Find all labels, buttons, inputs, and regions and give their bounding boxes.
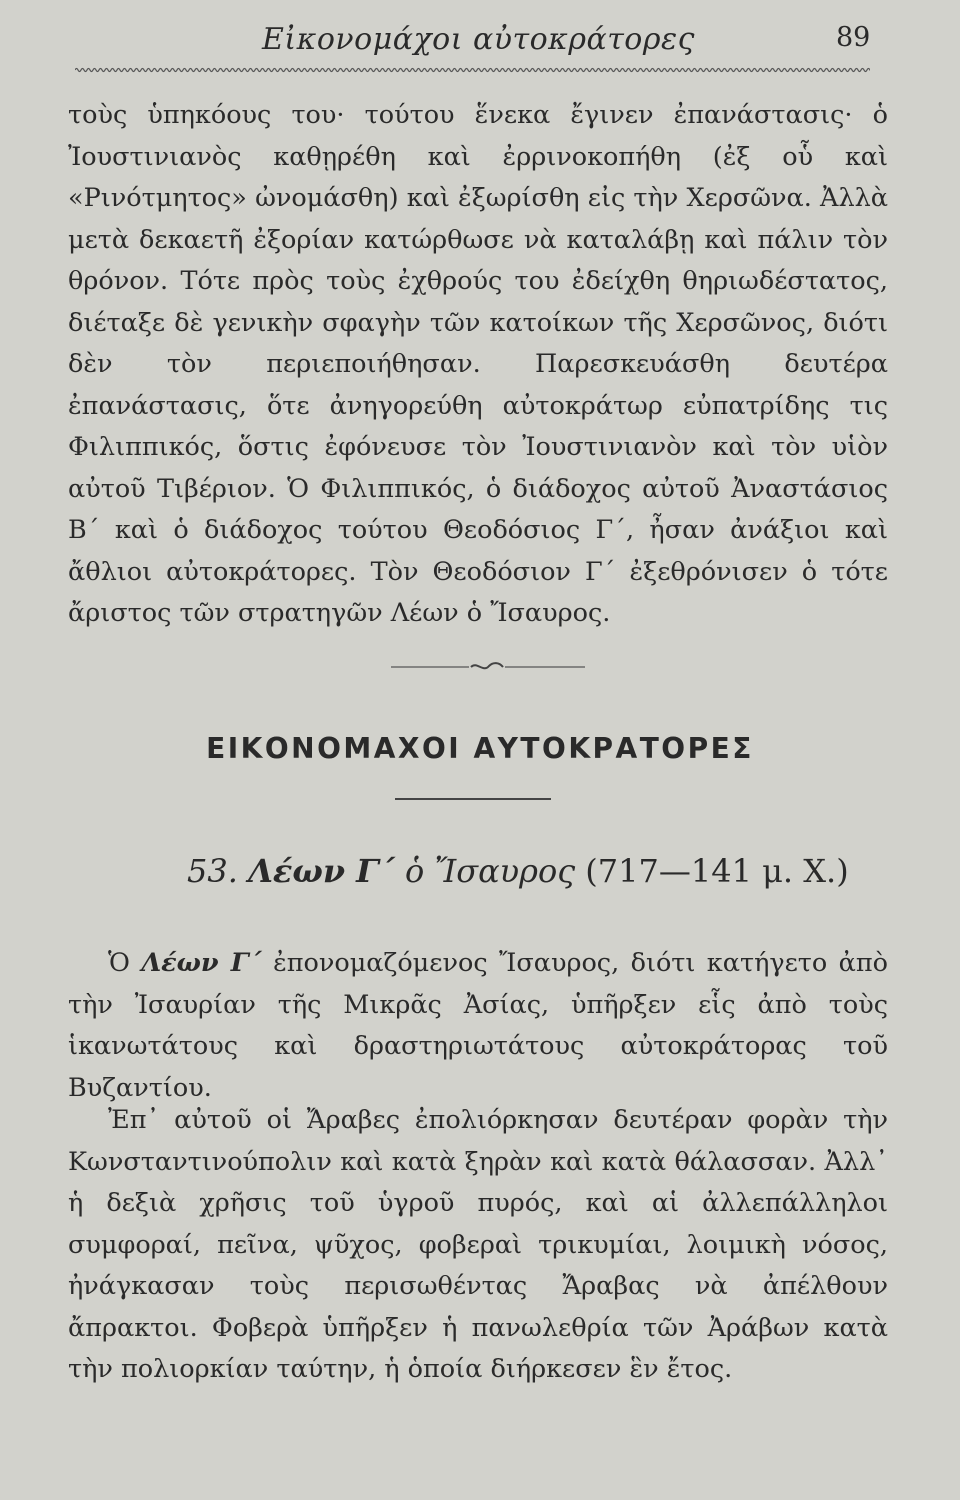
paragraph-lead-article: Ὁ (108, 948, 130, 978)
running-head (0, 22, 960, 62)
entry-dates: (717—141 μ. Χ.) (585, 852, 849, 890)
entry-heading (187, 852, 849, 890)
paragraph-introduction (68, 943, 888, 1109)
paragraph-siege (68, 1100, 888, 1391)
heading-underline (395, 798, 551, 800)
paragraph-continuation: τοὺς ὑπηκόους του· τούτου ἕνεκα ἔγινεν ἐπανάστασις· ὁ Ἰουστινιανὸς καθῃρέθη καὶ ἐρρινοκοπήθη (ἐξ οὗ καὶ «Ρινότμητος» ὠνομάσθη) καὶ ἐξωρίσθη εἰς τὴν Χερσῶνα. Ἀλλὰ μετὰ δεκαετῆ ἐξορίαν κατώρθωσε νὰ καταλάβῃ καὶ πάλιν τὸν θρόνον. Τότε πρὸς τοὺς ἐχθρούς του ἐδείχθη θηριωδέστατος, διέταξε δὲ γενικὴν σφαγὴν τῶν κατοίκων τῆς Χερσῶνος, διότι δὲν τὸν περιεποιήθησαν. Παρεσκευάσθη δευτέρα ἐπανάστασις, ὅτε ἀνηγορεύθη αὐτοκράτωρ εὐπατρίδης τις Φιλιππικός, ὅστις ἐφόνευσε τὸν Ἰουστινιανὸν καὶ τὸν υἱὸν αὐτοῦ Τιβέριον. Ὁ Φιλιππικός, ὁ διάδοχος αὐτοῦ Ἀναστάσιος Β΄ καὶ ὁ διάδοχος τούτου Θεοδόσιος Γ΄, ἦσαν ἀνάξιοι καὶ ἄθλιοι αὐτοκράτορες. Τὸν Θεοδόσιον Γ΄ ἐξεθρόνισεν ὁ τότε ἄριστος τῶν στρατηγῶν Λέων ὁ Ἴσαυρος. (68, 100, 888, 628)
paragraph-text: Ἐπ᾿ αὐτοῦ οἱ Ἄραβες ἐπολιόρκησαν δευτέραν φορὰν τὴν Κωνσταντινούπολιν καὶ κατὰ ξηρὰν καὶ κατὰ θάλασσαν. Ἀλλ᾿ ἡ δεξιὰ χρῆσις τοῦ ὑγροῦ πυρός, καὶ αἱ ἀλλεπάλληλοι συμφοραί, πεῖνα, ψῦχος, φοβεραὶ τρικυμίαι, λοιμικὴ νόσος, ἠνάγκασαν τοὺς περισωθέντας Ἄραβας νὰ ἀπέλθουν ἄπρακτοι. Φοβερὰ ὑπῆρξεν ἡ πανωλεθρία τῶν Ἀράβων κατὰ τὴν πολιορκίαν ταύτην, ἡ ὁποία διήρκεσεν ἓν ἔτος. (68, 1105, 888, 1384)
section-ornament (391, 659, 585, 673)
page-number: 89 (836, 22, 871, 53)
section-heading: ΕΙΚΟΝΟΜΑΧΟΙ ΑΥΤΟΚΡΑΤΟΡΕΣ (206, 732, 754, 765)
paragraph-text: ἐπονομαζόμενος Ἴσαυρος, διότι κατήγετο ἀπὸ τὴν Ἰσαυρίαν τῆς Μικρᾶς Ἀσίας, ὑπῆρξεν εἷς ἀπὸ τοὺς ἱκανωτάτους καὶ δραστηριωτάτους αὐτοκράτορας τοῦ Βυζαντίου. (68, 948, 889, 1103)
emperor-name: Λέων Γ΄ (141, 948, 262, 978)
wavy-rule (75, 66, 870, 74)
entry-epithet: ὁ Ἴσαυρος (405, 852, 576, 890)
running-title: Εἰκονομάχοι αὐτοκράτορες (262, 22, 695, 57)
entry-name: Λέων Γ΄ (248, 852, 395, 890)
entry-number: 53. (187, 852, 238, 890)
